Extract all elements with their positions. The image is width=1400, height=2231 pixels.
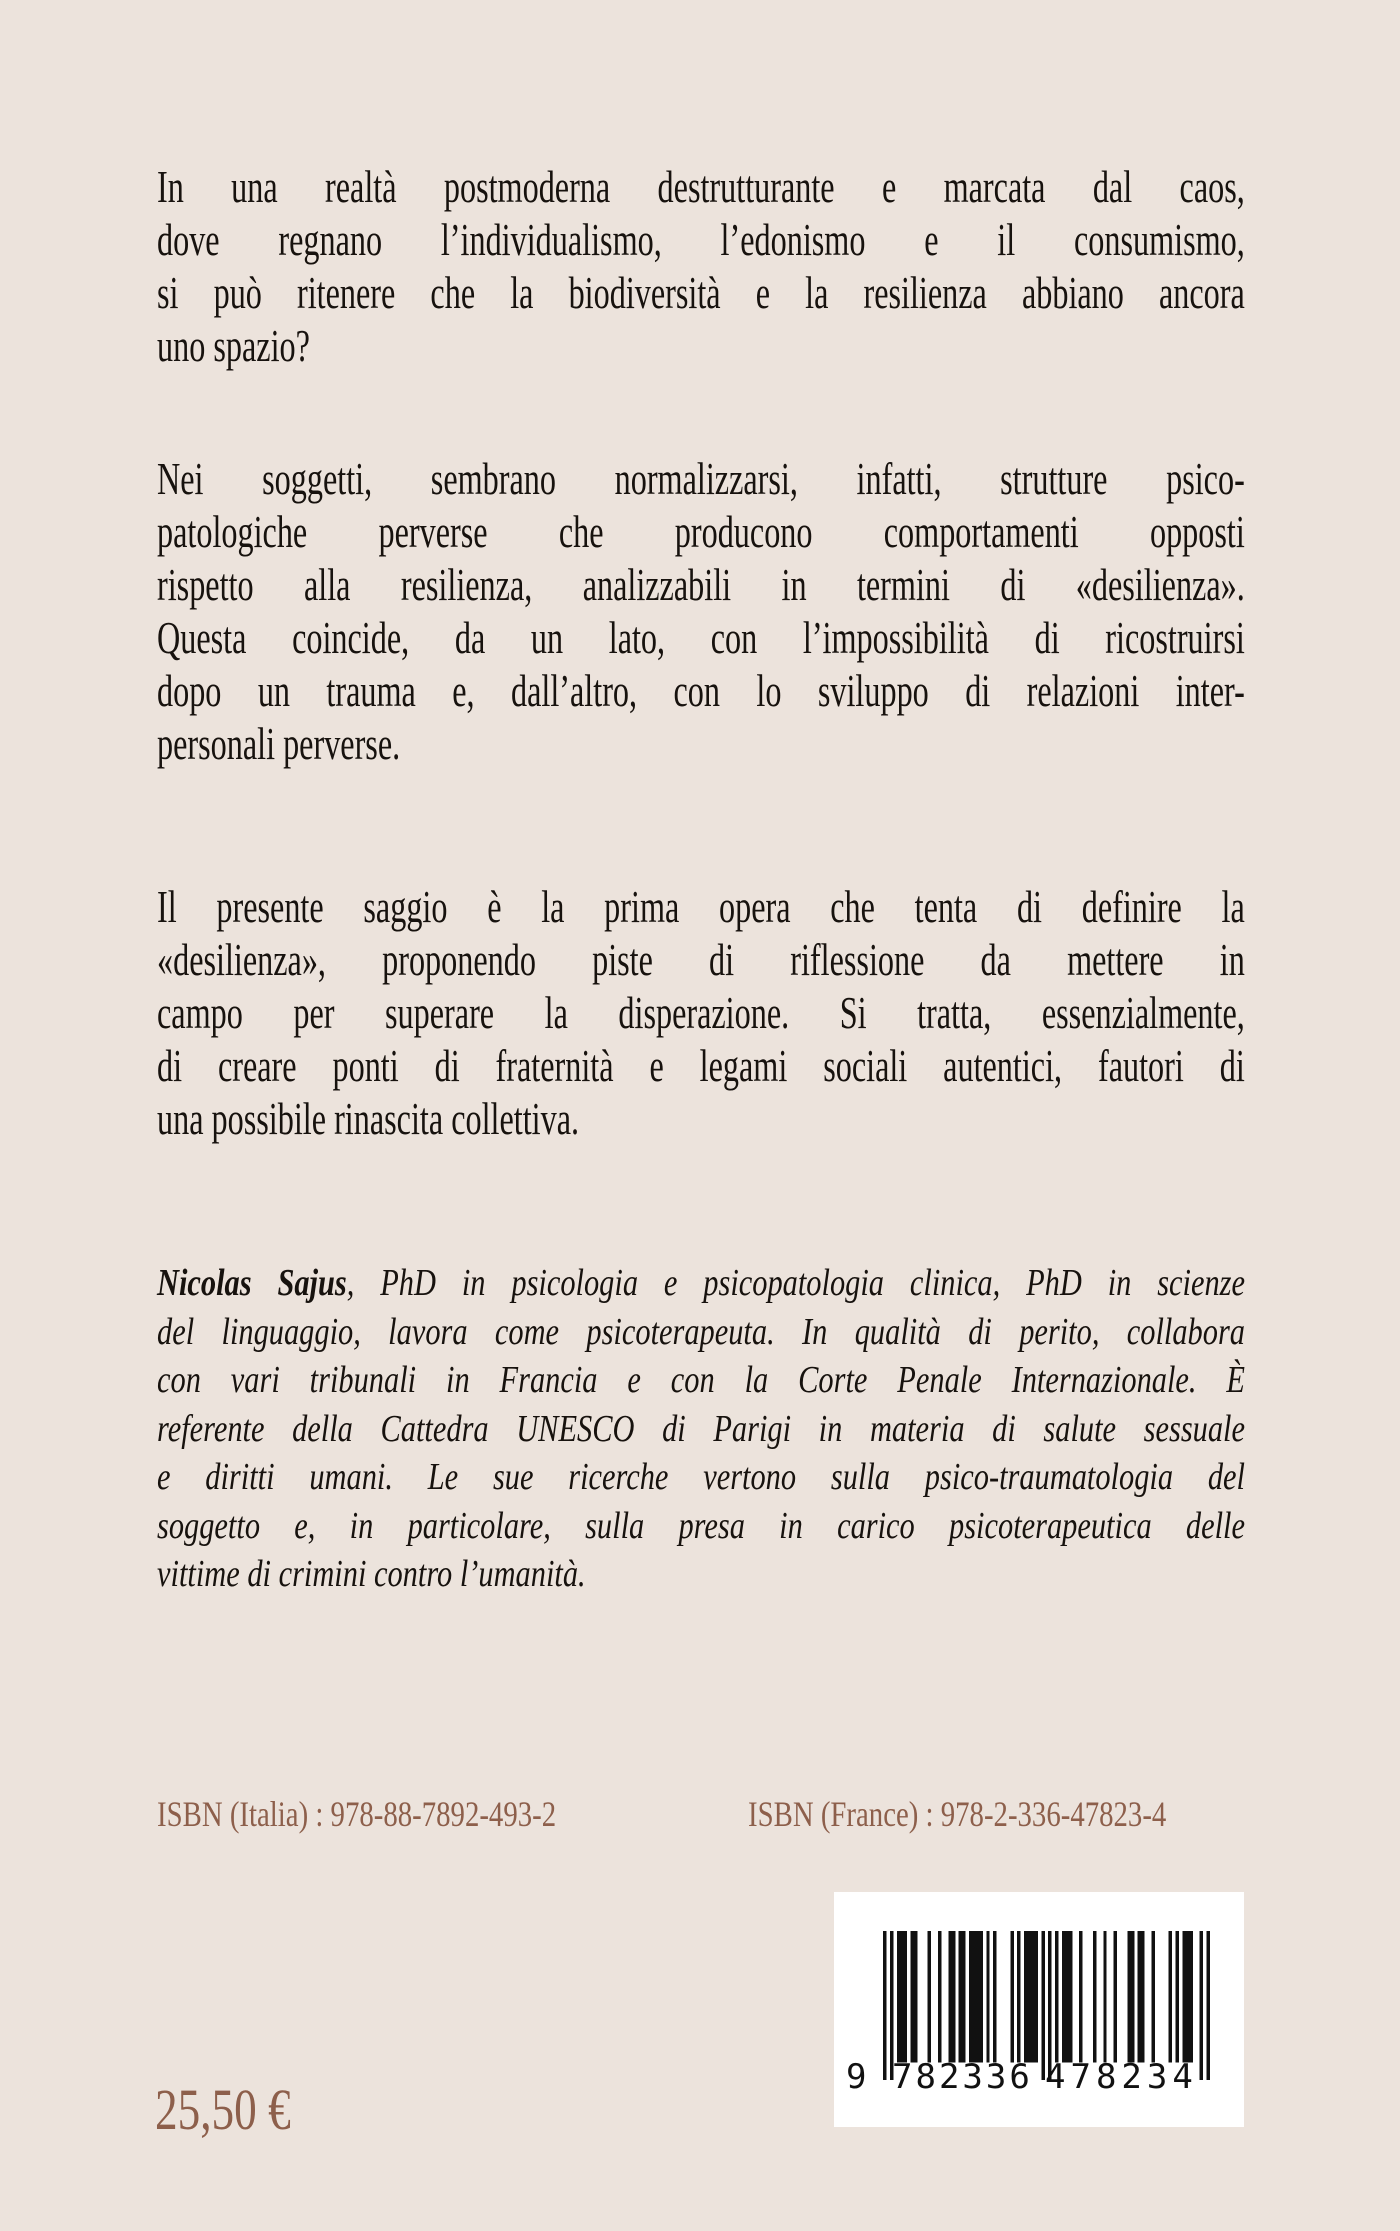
text-line: Nei soggetti, sembrano normalizzarsi, infatti, strutture psico- bbox=[157, 453, 1245, 504]
text-line: vittime di crimini contro l’umanità. bbox=[157, 1553, 586, 1595]
text-line: campo per superare la disperazione. Si tratta, essenzialmente, bbox=[157, 987, 1245, 1038]
bio-first-line-rest: , PhD in psicologia e psicopatologia clinica, PhD in scienze bbox=[346, 1262, 1246, 1304]
bio-first-line bbox=[157, 1259, 1245, 1308]
text-line: «desilienza», proponendo piste di riflessione da mettere in bbox=[157, 934, 1245, 985]
text-line: patologiche perverse che producono comportamenti opposti bbox=[157, 506, 1245, 557]
text-line: una possibile rinascita collettiva. bbox=[157, 1093, 580, 1144]
author-name: Nicolas Sajus bbox=[157, 1262, 347, 1304]
barcode bbox=[834, 1892, 1244, 2127]
synopsis-paragraph-3 bbox=[157, 880, 1245, 1145]
text-line: di creare ponti di fraternità e legami sociali autentici, fautori di bbox=[157, 1040, 1245, 1091]
isbn-italy: ISBN (Italia) : 978-88-7892-493-2 bbox=[157, 1794, 557, 1834]
barcode-digits-left: 782336 bbox=[892, 2057, 1033, 2097]
text-line: con vari tribunali in Francia e con la Corte Penale Internazionale. È bbox=[157, 1359, 1245, 1401]
author-bio bbox=[157, 1259, 1245, 1599]
text-line: del linguaggio, lavora come psicoterapeuta. In qualità di perito, collabora bbox=[157, 1310, 1245, 1353]
text-line: uno spazio? bbox=[157, 320, 310, 371]
text-line: In una realtà postmoderna destrutturante e marcata dal caos, bbox=[157, 161, 1245, 212]
text-line: referente della Cattedra UNESCO di Parigi in materia di salute sessuale bbox=[157, 1407, 1245, 1450]
text-line: soggetto e, in particolare, sulla presa in carico psicoterapeutica delle bbox=[157, 1504, 1245, 1547]
text-line: rispetto alla resilienza, analizzabili in termini di «desilienza». bbox=[157, 559, 1245, 610]
text-line: Il presente saggio è la prima opera che tenta di definire la bbox=[157, 881, 1245, 932]
barcode-digits-right: 478234 bbox=[1045, 2057, 1198, 2097]
text-line: e diritti umani. Le sue ricerche vertono sulla psico-traumatologia del bbox=[157, 1456, 1245, 1498]
synopsis-paragraph-1 bbox=[157, 160, 1245, 372]
text-line: dopo un trauma e, dall’altro, con lo sviluppo di relazioni inter- bbox=[157, 665, 1245, 716]
price: 25,50 € bbox=[155, 2077, 291, 2142]
synopsis-paragraph-2 bbox=[157, 452, 1245, 770]
text-line: personali perverse. bbox=[157, 718, 401, 769]
isbn-france: ISBN (France) : 978-2-336-47823-4 bbox=[748, 1794, 1167, 1834]
barcode-digit-first: 9 bbox=[846, 2057, 867, 2097]
text-line: si può ritenere che la biodiversità e la resilienza abbiano ancora bbox=[157, 267, 1245, 318]
text-line: Questa coincide, da un lato, con l’impossibilità di ricostruirsi bbox=[157, 612, 1245, 663]
text-line: dove regnano l’individualismo, l’edonismo e il consumismo, bbox=[157, 214, 1245, 265]
